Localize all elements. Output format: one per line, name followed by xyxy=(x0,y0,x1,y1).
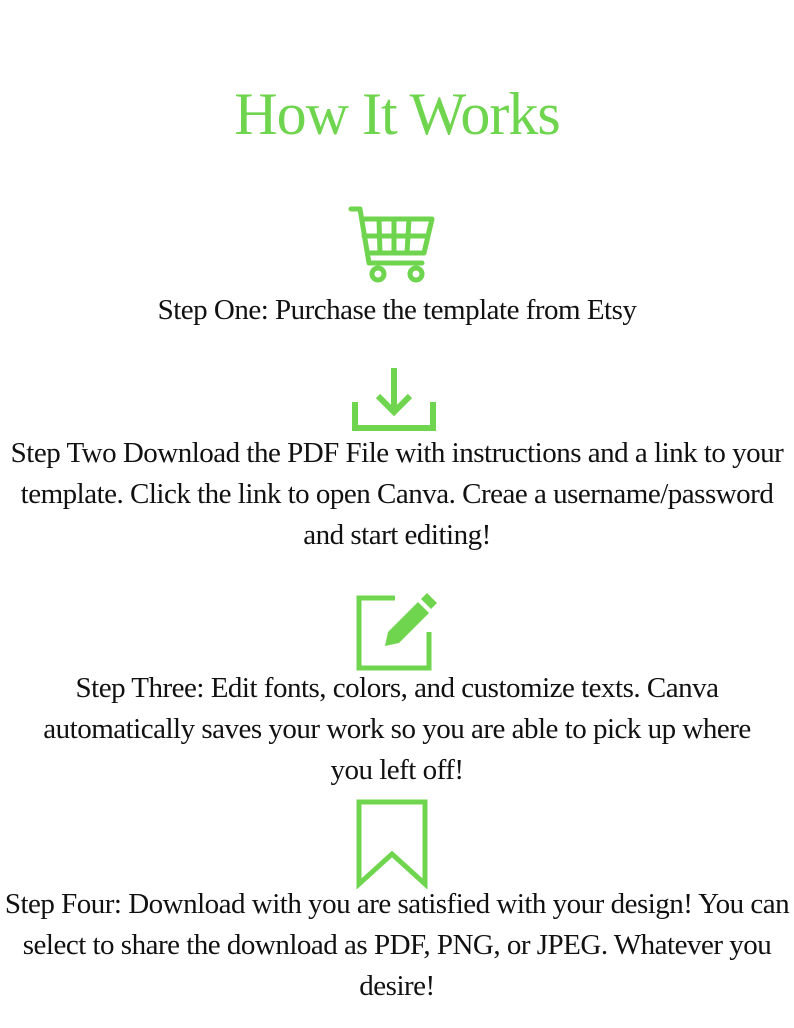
download-icon xyxy=(351,366,437,434)
page-title: How It Works xyxy=(234,81,560,147)
edit-icon xyxy=(355,588,439,672)
step-three-text: Step Three: Edit fonts, colors, and customize texts. Canva automatically saves your work so you are able to pick up where you left off! xyxy=(43,672,751,786)
bookmark-icon xyxy=(356,799,428,889)
step-one-text: Step One: Purchase the template from Etsy xyxy=(157,294,637,326)
shopping-cart-icon xyxy=(348,203,438,285)
step-four-text: Step Four: Download with you are satisfied with your design! You can select to share the download as PDF, PNG, or JPEG. Whatever you desire! xyxy=(4,888,790,1002)
step-two-text: Step Two Download the PDF File with instructions and a link to your template. Click the link to open Canva. Creae a username/password and start editing! xyxy=(10,437,784,551)
